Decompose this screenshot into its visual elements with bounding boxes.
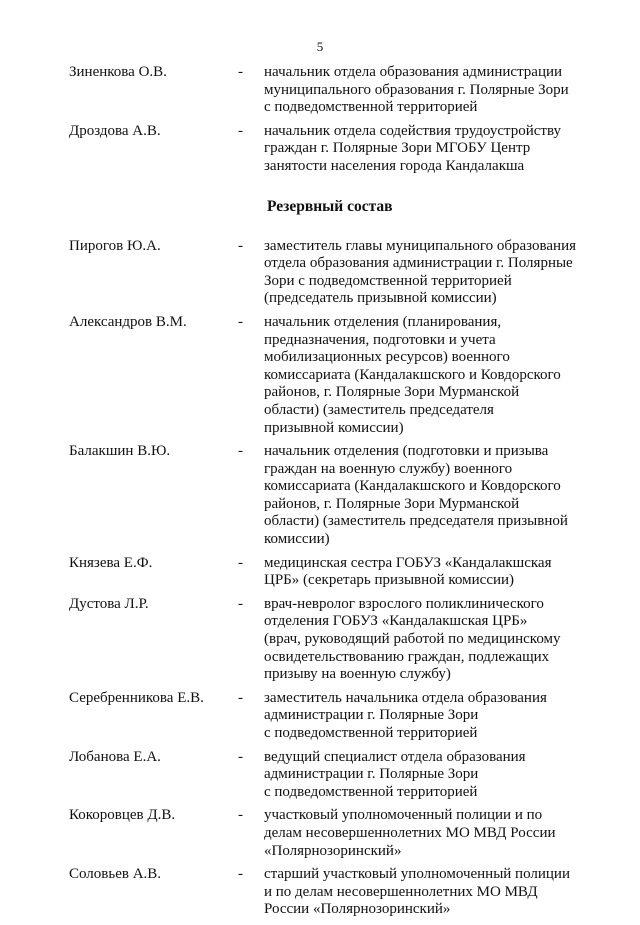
member-position (264, 314, 574, 437)
member-position (264, 64, 574, 117)
dash-separator: - (238, 689, 243, 706)
position-line: граждан г. Полярные Зори МГОБУ Центр (264, 140, 531, 157)
position-line: врач-невролог взрослого поликлинического (264, 595, 544, 612)
position-line: предназначения, подготовки и учета (264, 331, 496, 348)
position-line: комиссии) (264, 531, 330, 548)
position-line: ведущий специалист отдела образования (264, 748, 526, 765)
position-line: комиссариата (Кандалакшского и Ковдорского (264, 478, 561, 495)
position-line: начальник отделения (планирования, (264, 313, 502, 330)
member-name: Зиненкова О.В. (69, 64, 167, 80)
member-position (264, 555, 574, 590)
dash-separator: - (238, 748, 243, 765)
position-line: граждан на военную службу) военного (264, 460, 513, 477)
position-line: отделения ГОБУЗ «Кандалакшская ЦРБ» (264, 613, 528, 630)
page-number: 5 (316, 39, 324, 54)
position-line: области) (заместитель председателя призывной (264, 513, 568, 530)
position-line: призыву на военную службу) (264, 666, 451, 683)
reserve-section-title: Резервный состав (267, 197, 393, 215)
position-line: с подведомственной территорией (264, 99, 478, 116)
member-entry (0, 443, 640, 549)
commission-list (0, 64, 640, 925)
member-position (264, 237, 577, 308)
member-name: Кокоровцев Д.В. (69, 807, 176, 824)
member-position (264, 749, 574, 802)
dash-separator: - (238, 595, 243, 612)
position-line: с подведомственной территорией (264, 783, 478, 800)
dash-separator: - (238, 866, 243, 883)
position-line: освидетельствованию граждан, подлежащих (264, 648, 550, 665)
position-line: отдела образования администрации г. Полярные (264, 255, 573, 272)
member-entry (0, 807, 640, 860)
member-entry (0, 314, 640, 437)
member-name: Александров В.М. (69, 313, 187, 330)
main-members-list (0, 64, 640, 176)
member-entry (0, 238, 640, 308)
position-line: занятости населения города Кандалакша (264, 157, 525, 174)
dash-separator: - (238, 237, 243, 254)
position-line: «Полярнозоринский» (264, 842, 402, 859)
member-position (264, 123, 574, 176)
position-line: районов, г. Полярные Зори Мурманской (264, 384, 520, 401)
position-line: призывной комиссии) (264, 419, 404, 436)
member-position (264, 807, 574, 860)
position-line: начальник отдела образования администрации (264, 64, 563, 80)
member-position (264, 866, 574, 919)
member-name: Дроздова А.В. (69, 122, 161, 139)
position-line: (врач, руководящий работой по медицинскому (264, 631, 561, 648)
position-line: области) (заместитель председателя (264, 401, 494, 418)
position-line: комиссариата (Кандалакшского и Ковдорского (264, 366, 561, 383)
member-name: Князева Е.Ф. (69, 554, 153, 571)
member-position (264, 596, 574, 684)
member-entry (0, 596, 640, 684)
member-entry (0, 749, 640, 802)
position-line: мобилизационных ресурсов) военного (264, 349, 510, 366)
position-line: начальник отдела содействия трудоустройству (264, 122, 562, 139)
member-name: Лобанова Е.А. (69, 748, 161, 765)
member-name: Серебренникова Е.В. (69, 689, 204, 706)
member-name: Соловьев А.В. (69, 866, 162, 883)
member-name: Балакшин В.Ю. (69, 443, 171, 460)
member-entry (0, 64, 640, 117)
position-line: районов, г. Полярные Зори Мурманской (264, 495, 520, 512)
position-line: (председатель призывной комиссии) (264, 290, 497, 307)
dash-separator: - (238, 64, 243, 80)
position-line: начальник отделения (подготовки и призыва (264, 443, 549, 460)
position-line: Зори с подведомственной территорией (264, 272, 512, 289)
position-line: и по делам несовершеннолетних МО МВД (264, 883, 538, 900)
position-line: ЦРБ» (секретарь призывной комиссии) (264, 572, 515, 589)
reserve-members-list (0, 238, 640, 919)
position-line: делам несовершеннолетних МО МВД России (264, 824, 556, 841)
member-entry (0, 866, 640, 919)
position-line: заместитель главы муниципального образования (264, 237, 577, 254)
position-line: медицинская сестра ГОБУЗ «Кандалакшская (264, 554, 552, 571)
position-line: участковый уполномоченный полиции и по (264, 807, 543, 824)
position-line: старший участковый уполномоченный полиции (264, 866, 570, 883)
member-name: Пирогов Ю.А. (69, 237, 161, 254)
dash-separator: - (238, 807, 243, 824)
position-line: муниципального образования г. Полярные Зори (264, 81, 569, 98)
member-entry (0, 555, 640, 590)
member-position (264, 690, 574, 743)
position-line: администрации г. Полярные Зори (264, 707, 479, 724)
position-line: с подведомственной территорией (264, 725, 478, 741)
member-entry (0, 123, 640, 176)
dash-separator: - (238, 122, 243, 139)
member-name: Дустова Л.Р. (69, 595, 149, 612)
position-line: России «Полярнозоринский» (264, 901, 451, 918)
position-line: заместитель начальника отдела образования (264, 689, 547, 706)
dash-separator: - (238, 313, 243, 330)
position-line: администрации г. Полярные Зори (264, 766, 479, 783)
member-position (264, 443, 574, 549)
member-entry (0, 690, 640, 743)
dash-separator: - (238, 554, 243, 571)
dash-separator: - (238, 443, 243, 460)
